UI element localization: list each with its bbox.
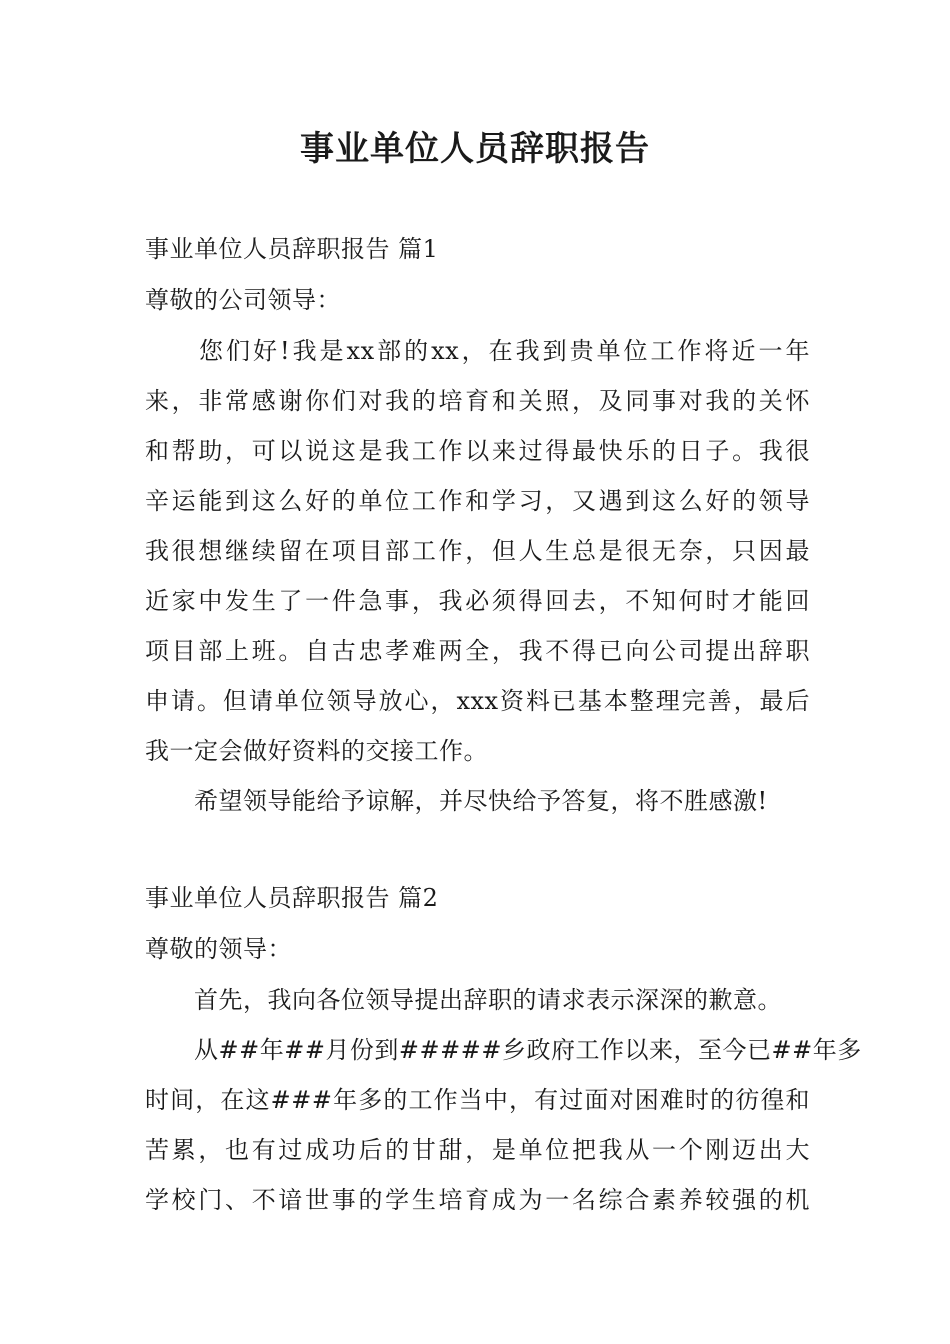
page-title: 事业单位人员辞职报告 bbox=[300, 129, 650, 169]
section1-paragraph-line: 来，非常感谢你们对我的培育和关照，及同事对我的关怀 bbox=[145, 387, 810, 415]
section2-salutation: 尊敬的领导： bbox=[145, 935, 292, 963]
section1-paragraph-line: 我一定会做好资料的交接工作。 bbox=[145, 737, 488, 765]
section1-paragraph-line: 项目部上班。自古忠孝难两全，我不得已向公司提出辞职 bbox=[145, 637, 810, 665]
section1-paragraph-line: 和帮助，可以说这是我工作以来过得最快乐的日子。我很 bbox=[145, 437, 810, 465]
section1-paragraph-line: 申请。但请单位领导放心，xxx资料已基本整理完善，最后 bbox=[145, 687, 810, 715]
section1-paragraph-line: 近家中发生了一件急事，我必须得回去，不知何时才能回 bbox=[145, 587, 810, 615]
section1-closing-paragraph: 希望领导能给予谅解，并尽快给予答复，将不胜感激! bbox=[145, 787, 768, 815]
section1-paragraph-line: 辛运能到这么好的单位工作和学习，又遇到这么好的领导 bbox=[145, 487, 810, 515]
section2-paragraph: 首先，我向各位领导提出辞职的请求表示深深的歉意。 bbox=[145, 986, 782, 1014]
section2-paragraph-line: 从##年##月份到#####乡政府工作以来，至今已##年多 bbox=[145, 1036, 862, 1064]
section1-salutation: 尊敬的公司领导： bbox=[145, 286, 341, 314]
section2-heading: 事业单位人员辞职报告 篇2 bbox=[145, 884, 439, 912]
section2-paragraph-line: 时间，在这###年多的工作当中，有过面对困难时的彷徨和 bbox=[145, 1086, 810, 1114]
section2-paragraph-line: 学校门、不谙世事的学生培育成为一名综合素养较强的机 bbox=[145, 1186, 810, 1214]
section2-paragraph-line: 苦累，也有过成功后的甘甜，是单位把我从一个刚迈出大 bbox=[145, 1136, 810, 1164]
section1-paragraph-line: 我很想继续留在项目部工作，但人生总是很无奈，只因最 bbox=[145, 537, 810, 565]
section1-paragraph-line: 您们好!我是xx部的xx，在我到贵单位工作将近一年 bbox=[145, 337, 810, 365]
section1-heading: 事业单位人员辞职报告 篇1 bbox=[145, 235, 439, 263]
